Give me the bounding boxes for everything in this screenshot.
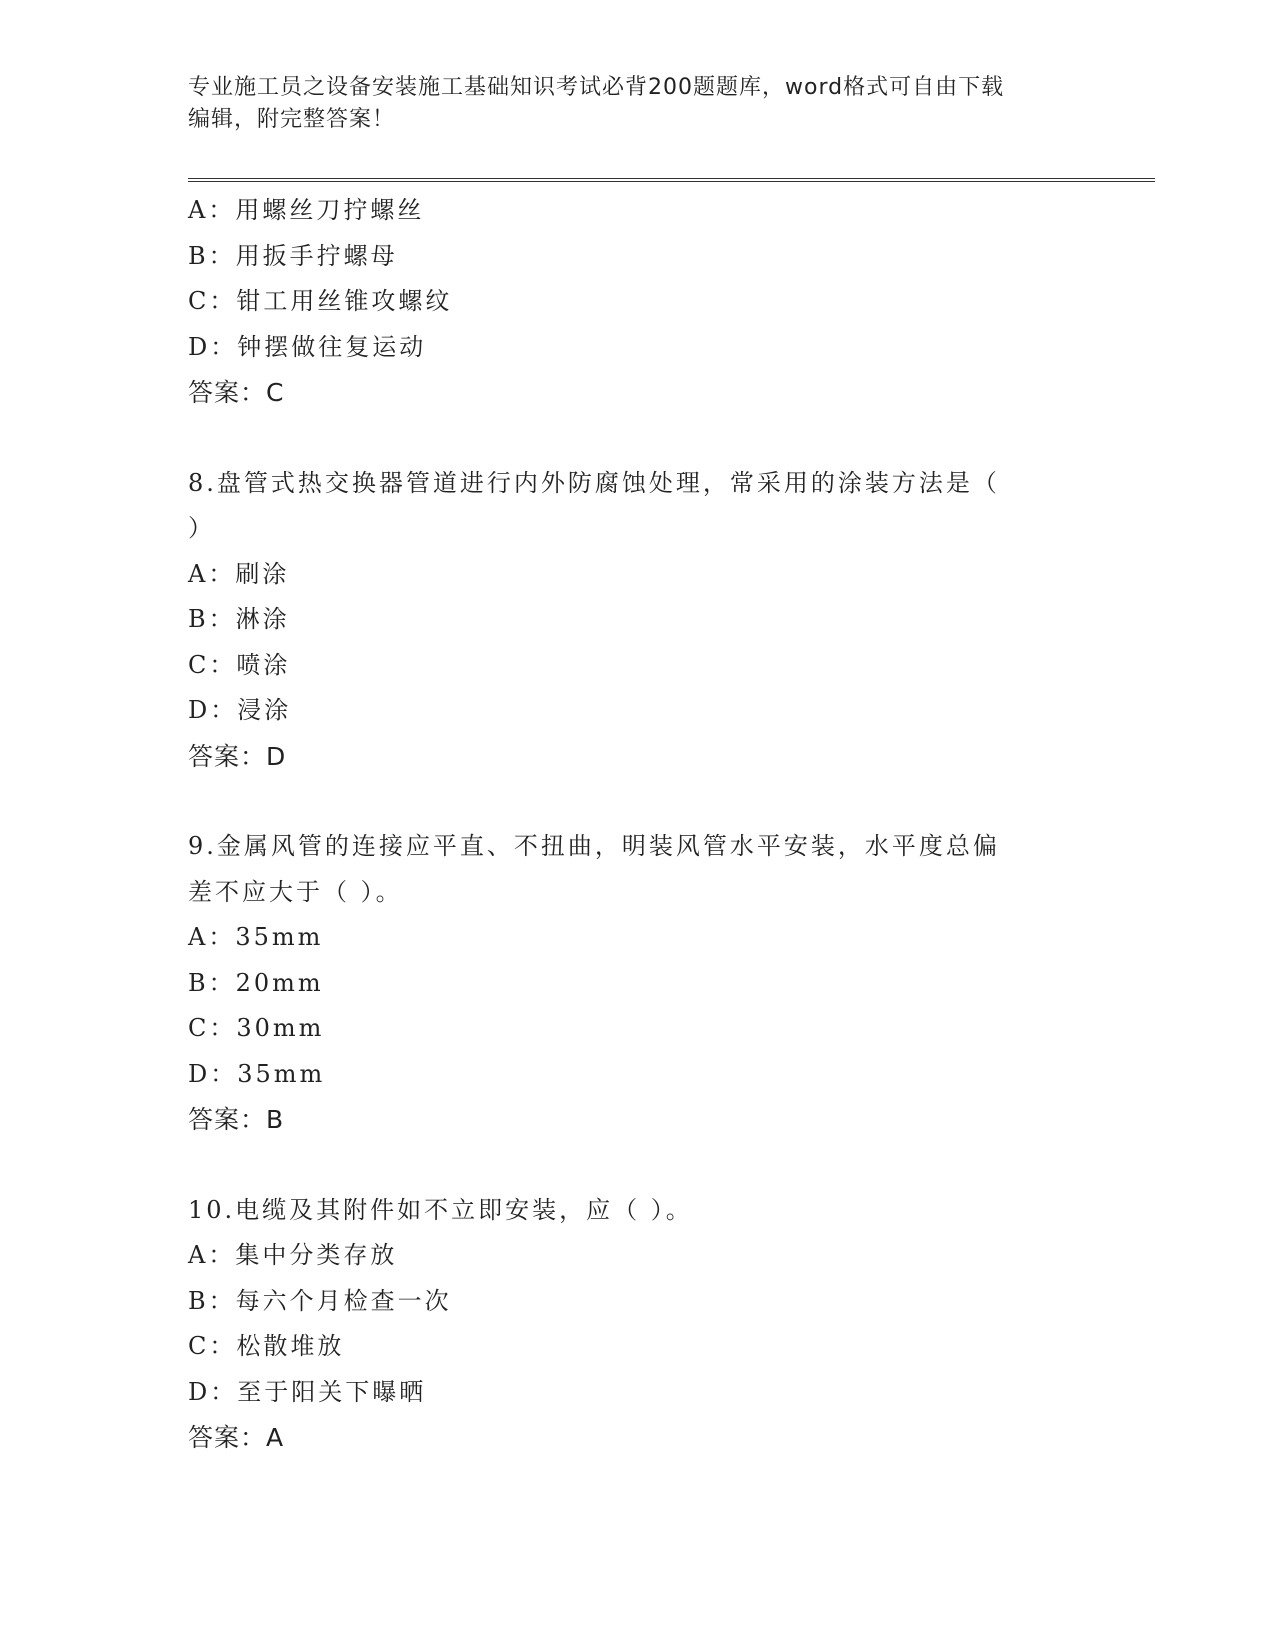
page-header <box>188 72 1068 136</box>
option-d: D：35mm <box>188 1059 326 1088</box>
question-stem-line-2: ） <box>188 514 215 542</box>
question-10 <box>188 1188 1088 1461</box>
question-7 <box>188 188 1088 416</box>
option-d: D：钟摆做往复运动 <box>188 332 427 361</box>
option-a: A：用螺丝刀拧螺丝 <box>188 196 425 224</box>
option-d: D：浸涂 <box>188 696 292 724</box>
header-divider <box>188 178 1155 182</box>
question-stem-line-1: 8.盘管式热交换器管道进行内外防腐蚀处理，常采用的涂装方法是（ <box>188 468 1000 497</box>
option-c: C：松散堆放 <box>188 1332 345 1360</box>
option-a: A：集中分类存放 <box>188 1241 398 1269</box>
header-line-1: 专业施工员之设备安装施工基础知识考试必背200题题库，word格式可自由下载 <box>188 75 1005 100</box>
question-stem-line-2: 差不应大于（ ）。 <box>188 877 403 906</box>
option-d: D：至于阳关下曝晒 <box>188 1377 427 1406</box>
question-stem <box>188 824 1068 915</box>
option-c: C：钳工用丝锥攻螺纹 <box>188 287 453 315</box>
question-stem-line-1: 10.电缆及其附件如不立即安装，应（ ）。 <box>188 1195 693 1224</box>
option-c: C：喷涂 <box>188 650 291 679</box>
answer: 答案：B <box>188 1105 285 1134</box>
header-line-2: 编辑，附完整答案！ <box>188 107 396 132</box>
answer: 答案：D <box>188 741 287 771</box>
question-9 <box>188 824 1088 1143</box>
option-c: C：30mm <box>188 1014 325 1042</box>
option-b: B：每六个月检查一次 <box>188 1286 452 1315</box>
document-body <box>188 188 1088 1461</box>
answer: 答案：A <box>188 1423 285 1452</box>
question-stem <box>188 461 1068 552</box>
option-b: B：用扳手拧螺母 <box>188 241 398 270</box>
question-8 <box>188 461 1088 780</box>
answer: 答案：C <box>188 378 285 407</box>
question-stem <box>188 1188 1068 1234</box>
option-a: A：35mm <box>188 923 324 951</box>
question-stem-line-1: 9.金属风管的连接应平直、不扭曲，明装风管水平安装，水平度总偏 <box>188 832 1000 860</box>
option-b: B：淋涂 <box>188 605 290 633</box>
option-b: B：20mm <box>188 968 324 997</box>
option-a: A：刷涂 <box>188 559 290 588</box>
